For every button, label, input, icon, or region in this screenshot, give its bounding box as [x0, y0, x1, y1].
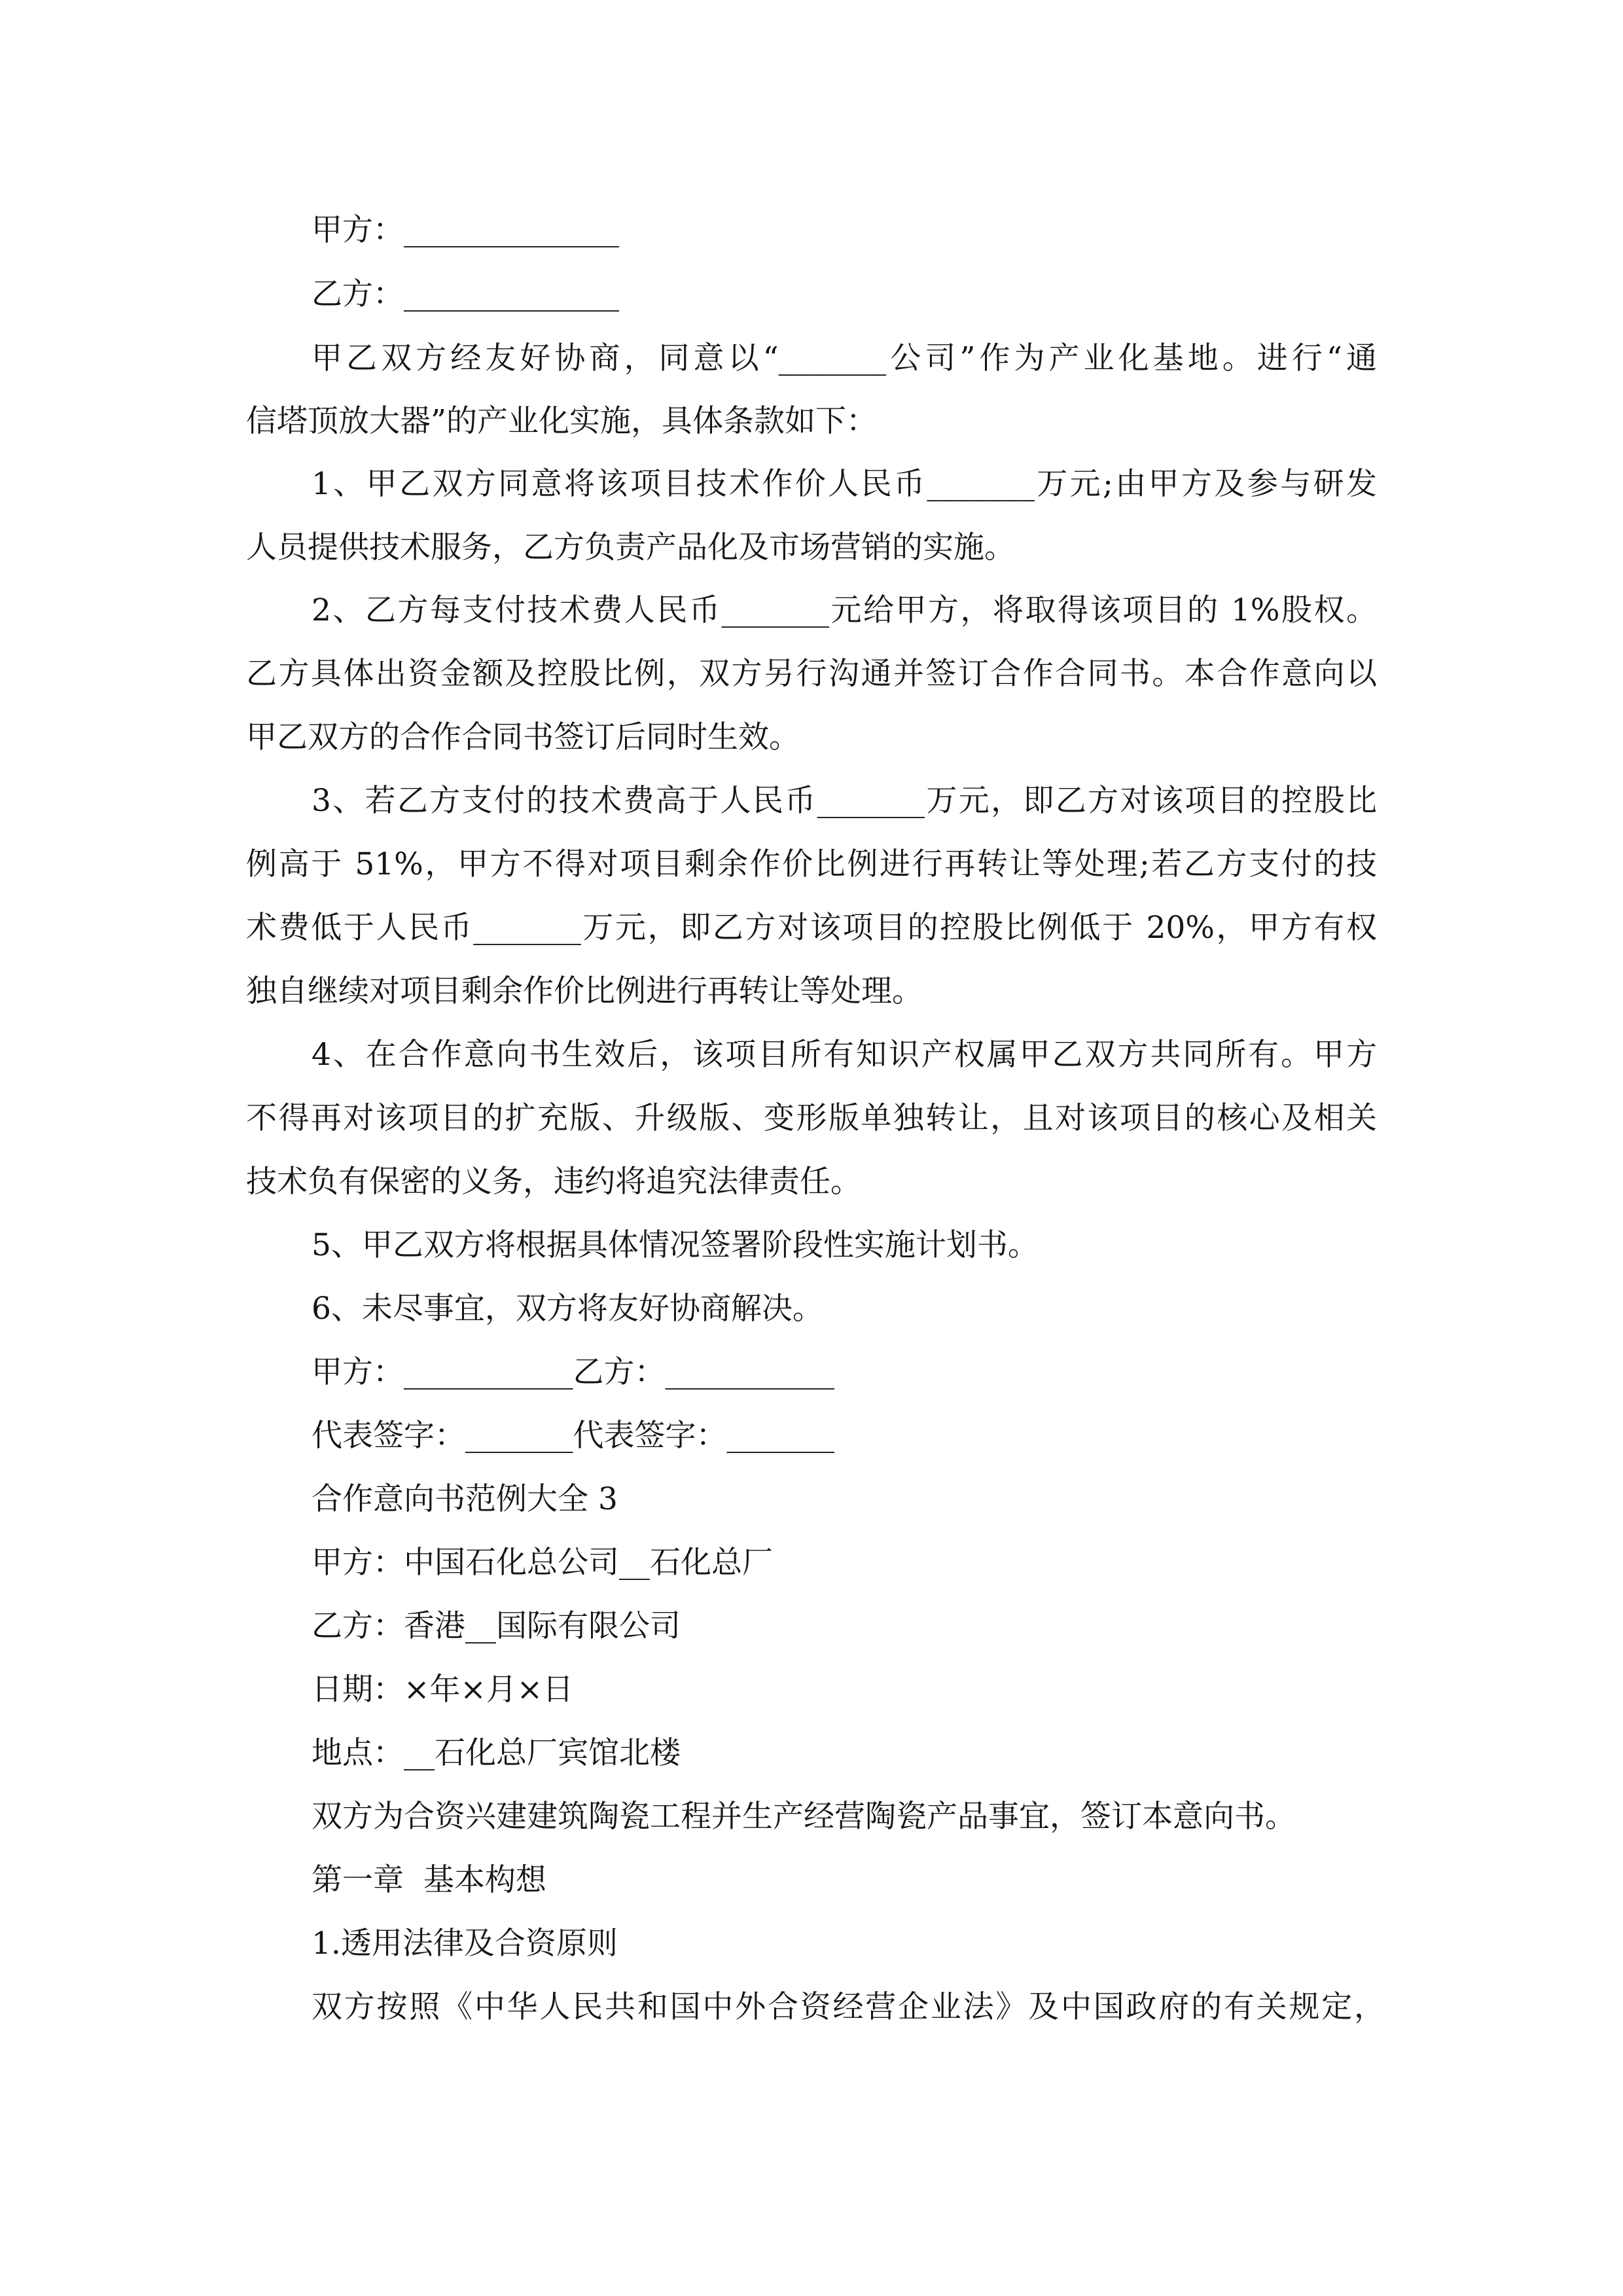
date-text: 日期：×年×月×日	[312, 1672, 574, 1708]
clause-3-line-1	[0, 775, 1623, 827]
party-a-detail-line	[0, 1537, 1623, 1589]
clause-2-line-3	[0, 711, 1623, 764]
chapter-heading: 第一章 基本构想	[312, 1862, 546, 1898]
clause-3-text-1: 3、若乙方支付的技术费高于人民币_______万元，即乙方对该项目的控股比	[312, 783, 1377, 819]
intro-paragraph-line-1	[0, 332, 1623, 385]
clause-4-text-1: 4、在合作意向书生效后，该项目所有知识产权属甲乙双方共同所有。甲方	[312, 1037, 1377, 1073]
party-a-text: 甲方：______________	[312, 212, 619, 248]
clause-1-line-1	[0, 458, 1623, 511]
party-b-detail: 乙方：香港__国际有限公司	[312, 1608, 681, 1644]
signature-parties-line	[0, 1346, 1623, 1399]
intro-paragraph-line-2	[0, 395, 1623, 448]
signature-parties-text: 甲方：___________乙方：___________	[312, 1354, 834, 1390]
party-b-line	[0, 268, 1623, 321]
chapter-heading-line	[0, 1854, 1623, 1907]
intro-text-2: 信塔顶放大器”的产业化实施，具体条款如下：	[246, 403, 878, 439]
purpose-text: 双方为合资兴建建筑陶瓷工程并生产经营陶瓷产品事宜，签订本意向书。	[312, 1799, 1296, 1835]
law-paragraph-line	[0, 1981, 1623, 2034]
subsection-heading: 1.透用法律及合资原则	[312, 1926, 618, 1962]
clause-1-text-2: 人员提供技术服务，乙方负责产品化及市场营销的实施。	[246, 529, 1015, 565]
clause-2-text-3: 甲乙双方的合作合同书签订后同时生效。	[246, 719, 800, 755]
location-text: 地点：__石化总厂宾馆北楼	[312, 1735, 681, 1771]
section-heading-line	[0, 1473, 1623, 1526]
clause-6-line	[0, 1283, 1623, 1335]
clause-1-line-2	[0, 522, 1623, 574]
representative-signature-line	[0, 1410, 1623, 1462]
clause-2-line-1	[0, 584, 1623, 637]
clause-3-text-4: 独自继续对项目剩余作价比例进行再转让等处理。	[246, 973, 923, 1009]
clause-2-text-2: 乙方具体出资金额及控股比例，双方另行沟通并签订合作合同书。本合作意向以	[246, 656, 1377, 692]
clause-3-line-2	[0, 838, 1623, 891]
party-a-line	[0, 204, 1623, 257]
clause-3-line-3	[0, 902, 1623, 954]
date-line	[0, 1664, 1623, 1716]
clause-1-text-1: 1、甲乙双方同意将该项目技术作价人民币_______万元;由甲方及参与研发	[312, 466, 1377, 502]
party-b-text: 乙方：______________	[312, 276, 619, 312]
clause-4-text-2: 不得再对该项目的扩充版、升级版、变形版单独转让，且对该项目的核心及相关	[246, 1100, 1377, 1136]
purpose-line	[0, 1791, 1623, 1843]
intro-text-1: 甲乙双方经友好协商，同意以“_______公司”作为产业化基地。进行“通	[312, 340, 1377, 376]
clause-2-text-1: 2、乙方每支付技术费人民币_______元给甲方，将取得该项目的 1%股权。	[312, 592, 1377, 628]
clause-6-text: 6、未尽事宜，双方将友好协商解决。	[312, 1291, 823, 1327]
clause-5-line	[0, 1219, 1623, 1272]
clause-4-text-3: 技术负有保密的义务，违约将追究法律责任。	[246, 1164, 861, 1200]
clause-4-line-3	[0, 1156, 1623, 1208]
clause-3-text-2: 例高于 51%，甲方不得对项目剩余作价比例进行再转让等处理;若乙方支付的技	[246, 846, 1377, 882]
section-heading: 合作意向书范例大全 3	[312, 1481, 618, 1517]
clause-3-line-4	[0, 965, 1623, 1018]
representative-signature-text: 代表签字：_______代表签字：_______	[312, 1418, 834, 1454]
party-a-detail: 甲方：中国石化总公司__石化总厂	[312, 1545, 773, 1581]
subsection-heading-line	[0, 1918, 1623, 1970]
location-line	[0, 1727, 1623, 1780]
clause-4-line-2	[0, 1092, 1623, 1145]
clause-3-text-3: 术费低于人民币_______万元，即乙方对该项目的控股比例低于 20%，甲方有权	[246, 910, 1377, 946]
clause-4-line-1	[0, 1029, 1623, 1081]
clause-5-text: 5、甲乙双方将根据具体情况签署阶段性实施计划书。	[312, 1227, 1039, 1263]
law-paragraph-text: 双方按照《中华人民共和国中外合资经营企业法》及中国政府的有关规定，	[312, 1989, 1385, 2025]
clause-2-line-2	[0, 648, 1623, 700]
party-b-detail-line	[0, 1600, 1623, 1653]
